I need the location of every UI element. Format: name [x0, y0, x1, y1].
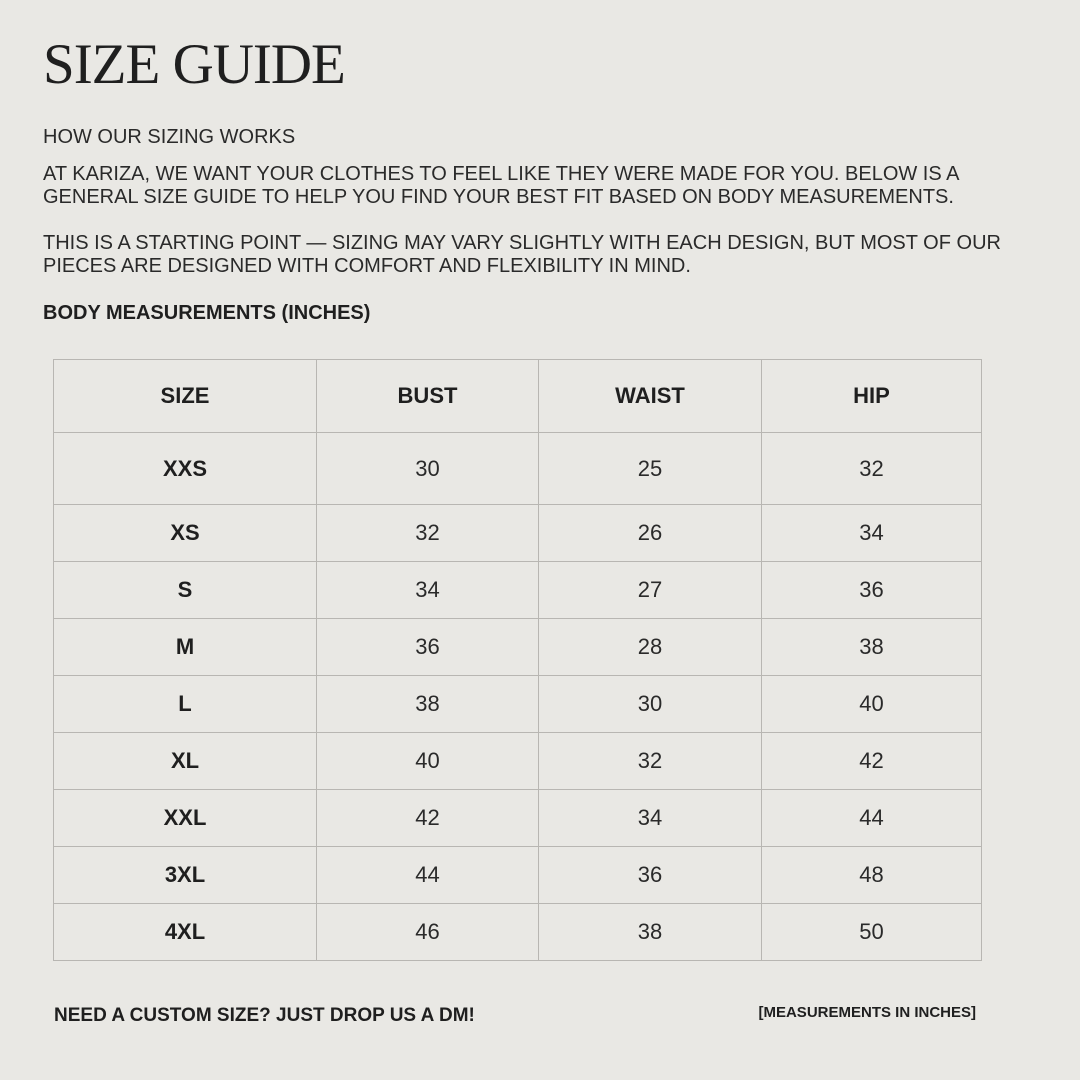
- bust-cell: 36: [317, 619, 539, 676]
- column-header-waist: WAIST: [539, 360, 762, 433]
- size-cell: 3XL: [54, 847, 317, 904]
- hip-cell: 38: [762, 619, 982, 676]
- disclaimer-paragraph: THIS IS A STARTING POINT — SIZING MAY VARY SLIGHTLY WITH EACH DESIGN, BUT MOST OF OUR PIECES ARE DESIGNED WITH COMFORT AND FLEXIBILITY IN MIND.: [43, 232, 1001, 277]
- hip-cell: 48: [762, 847, 982, 904]
- hip-cell: 32: [762, 433, 982, 505]
- bust-cell: 34: [317, 562, 539, 619]
- waist-cell: 25: [539, 433, 762, 505]
- hip-cell: 34: [762, 505, 982, 562]
- table-row: [54, 676, 982, 733]
- bust-cell: 30: [317, 433, 539, 505]
- size-cell: XL: [54, 733, 317, 790]
- column-header-bust: BUST: [317, 360, 539, 433]
- column-header-hip: HIP: [762, 360, 982, 433]
- intro-paragraph: AT KARIZA, WE WANT YOUR CLOTHES TO FEEL LIKE THEY WERE MADE FOR YOU. BELOW IS A GENERAL SIZE GUIDE TO HELP YOU FIND YOUR BEST FIT BASED ON BODY MEASUREMENTS.: [43, 163, 959, 208]
- bust-cell: 38: [317, 676, 539, 733]
- size-table: [53, 359, 982, 961]
- hip-cell: 44: [762, 790, 982, 847]
- hip-cell: 50: [762, 904, 982, 961]
- bust-cell: 46: [317, 904, 539, 961]
- bust-cell: 40: [317, 733, 539, 790]
- sizing-subheading: HOW OUR SIZING WORKS: [43, 126, 296, 148]
- bust-cell: 44: [317, 847, 539, 904]
- table-row: [54, 733, 982, 790]
- table-heading: BODY MEASUREMENTS (INCHES): [43, 302, 371, 324]
- measurement-unit-note: [MEASUREMENTS IN INCHES]: [758, 1004, 976, 1021]
- size-cell: S: [54, 562, 317, 619]
- waist-cell: 26: [539, 505, 762, 562]
- table-row: [54, 847, 982, 904]
- size-cell: XXS: [54, 433, 317, 505]
- bust-cell: 32: [317, 505, 539, 562]
- table-row: [54, 433, 982, 505]
- hip-cell: 40: [762, 676, 982, 733]
- table-row: [54, 790, 982, 847]
- page-title: SIZE GUIDE: [43, 33, 345, 96]
- table-row: [54, 562, 982, 619]
- size-cell: 4XL: [54, 904, 317, 961]
- hip-cell: 36: [762, 562, 982, 619]
- waist-cell: 28: [539, 619, 762, 676]
- table-row: [54, 505, 982, 562]
- size-cell: L: [54, 676, 317, 733]
- waist-cell: 34: [539, 790, 762, 847]
- waist-cell: 27: [539, 562, 762, 619]
- bust-cell: 42: [317, 790, 539, 847]
- size-cell: M: [54, 619, 317, 676]
- table-row: [54, 904, 982, 961]
- hip-cell: 42: [762, 733, 982, 790]
- table-row: [54, 619, 982, 676]
- waist-cell: 32: [539, 733, 762, 790]
- waist-cell: 36: [539, 847, 762, 904]
- column-header-size: SIZE: [54, 360, 317, 433]
- waist-cell: 38: [539, 904, 762, 961]
- waist-cell: 30: [539, 676, 762, 733]
- size-cell: XS: [54, 505, 317, 562]
- table-header-row: [54, 360, 982, 433]
- size-cell: XXL: [54, 790, 317, 847]
- custom-size-note: NEED A CUSTOM SIZE? JUST DROP US A DM!: [54, 1005, 475, 1026]
